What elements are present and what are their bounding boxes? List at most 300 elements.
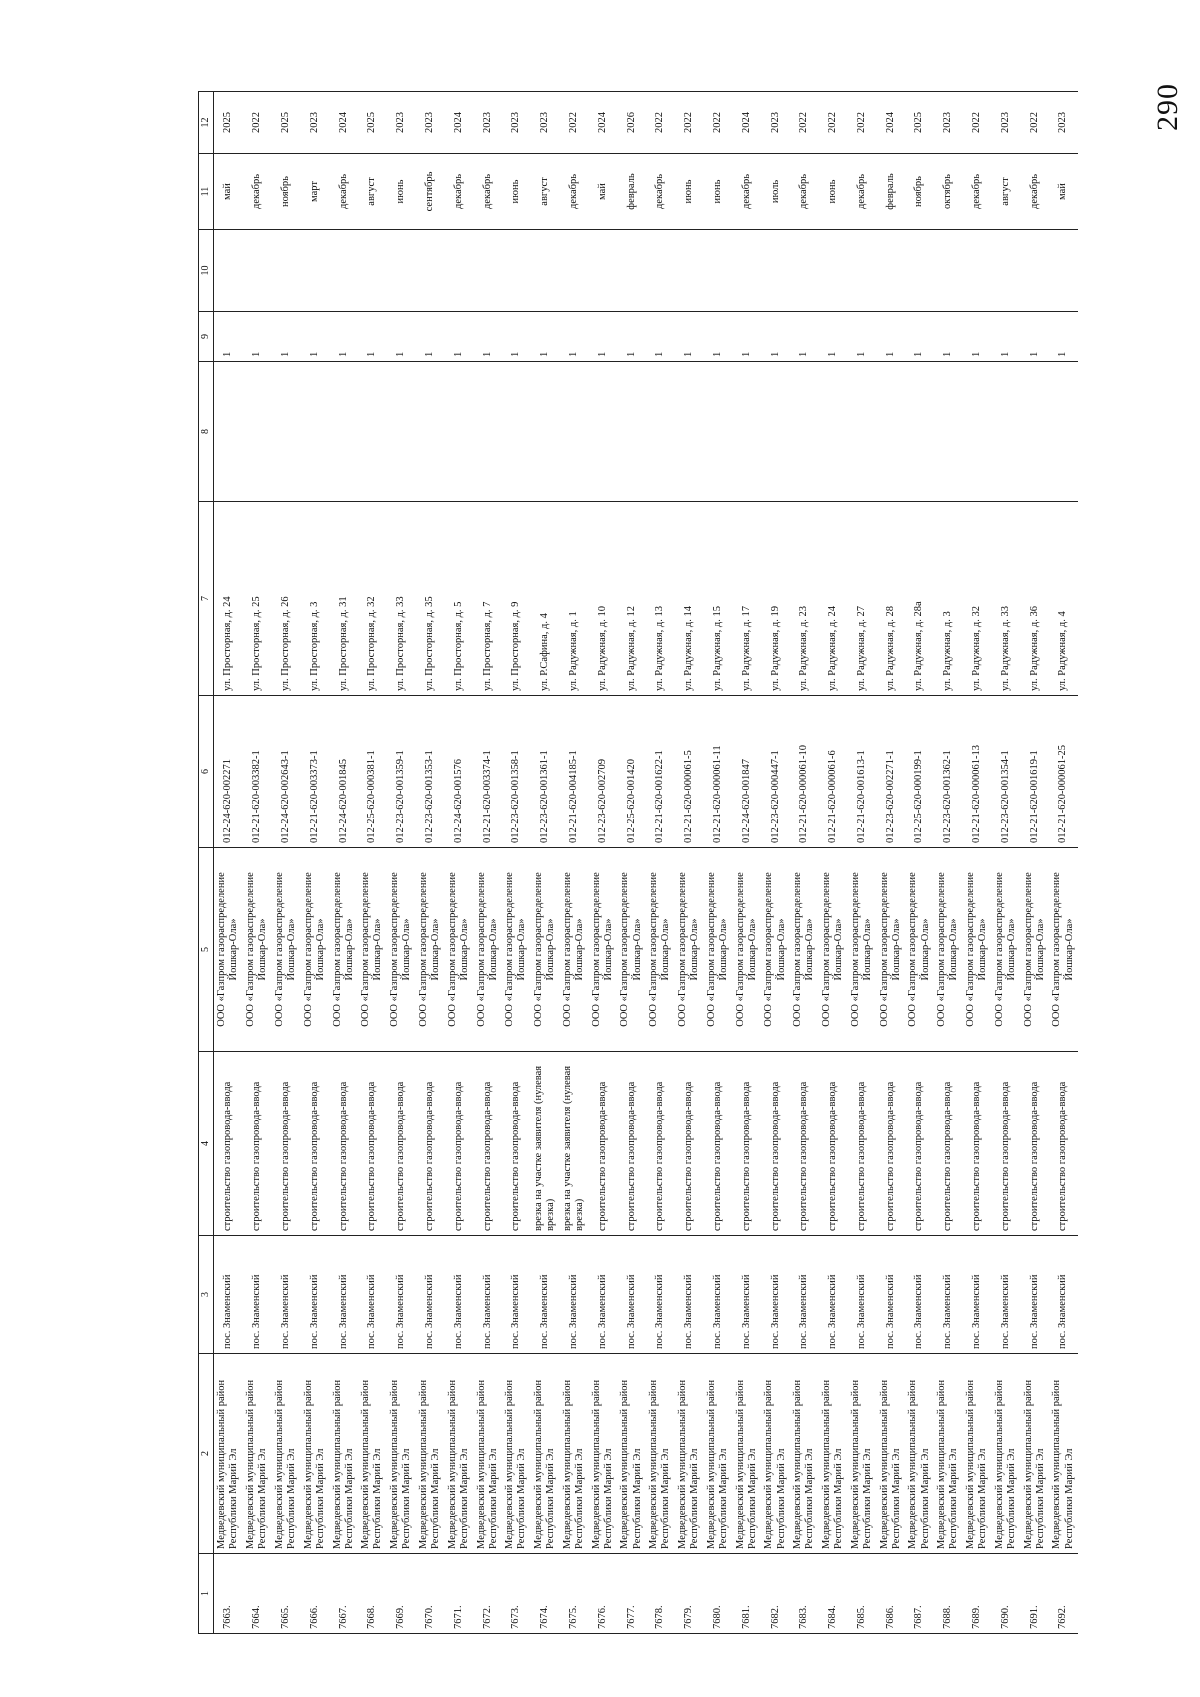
table-row — [905, 92, 934, 1634]
settlement-cell: пос. Знаменский — [588, 1236, 617, 1354]
quantity-cell: 1 — [1049, 312, 1078, 362]
year-cell: 2022 — [675, 92, 704, 154]
table-row — [387, 92, 416, 1634]
row-number: 7679. — [675, 1554, 704, 1634]
district-cell: Медведевский муниципальный район Республики Марий Эл — [963, 1354, 992, 1554]
quantity-cell: 1 — [444, 312, 473, 362]
district-cell: Медведевский муниципальный район Республики Марий Эл — [243, 1354, 272, 1554]
settlement-cell: пос. Знаменский — [416, 1236, 445, 1354]
column-10-cell — [704, 230, 733, 312]
month-cell: ноябрь — [905, 154, 934, 230]
month-cell: декабрь — [444, 154, 473, 230]
address-cell: ул. Радужная, д. 15 — [704, 502, 733, 696]
year-cell: 2023 — [387, 92, 416, 154]
year-cell: 2022 — [819, 92, 848, 154]
work-type-cell: строительство газопровода-ввода — [243, 1052, 272, 1236]
district-cell: Медведевский муниципальный район Республики Марий Эл — [905, 1354, 934, 1554]
column-8-cell — [243, 362, 272, 502]
organization-cell: ООО «Газпром газораспределение Йошкар-Ола» — [704, 848, 733, 1052]
year-cell: 2023 — [934, 92, 963, 154]
address-cell: ул. Просторная, д. 26 — [272, 502, 301, 696]
organization-cell: ООО «Газпром газораспределение Йошкар-Ола» — [444, 848, 473, 1052]
month-cell: декабрь — [243, 154, 272, 230]
application-id-cell: 012-24-620-001845 — [329, 696, 358, 848]
column-8-cell — [444, 362, 473, 502]
column-10-cell — [992, 230, 1021, 312]
column-8-cell — [531, 362, 560, 502]
year-cell: 2024 — [732, 92, 761, 154]
settlement-cell: пос. Знаменский — [502, 1236, 531, 1354]
application-id-cell: 012-21-620-001619-1 — [1020, 696, 1049, 848]
organization-cell: ООО «Газпром газораспределение Йошкар-Ола» — [214, 848, 243, 1052]
column-10-cell — [675, 230, 704, 312]
organization-cell: ООО «Газпром газораспределение Йошкар-Ола» — [675, 848, 704, 1052]
address-cell: ул. Радужная, д. 19 — [761, 502, 790, 696]
settlement-cell: пос. Знаменский — [1049, 1236, 1078, 1354]
column-8-cell — [761, 362, 790, 502]
organization-cell: ООО «Газпром газораспределение Йошкар-Ола» — [531, 848, 560, 1052]
table-row — [444, 92, 473, 1634]
quantity-cell: 1 — [646, 312, 675, 362]
settlement-cell: пос. Знаменский — [358, 1236, 387, 1354]
table-row — [675, 92, 704, 1634]
organization-cell: ООО «Газпром газораспределение Йошкар-Ола» — [790, 848, 819, 1052]
work-type-cell: строительство газопровода-ввода — [416, 1052, 445, 1236]
application-id-cell: 012-21-620-000061-5 — [675, 696, 704, 848]
column-10-cell — [790, 230, 819, 312]
application-id-cell: 012-21-620-000061-25 — [1049, 696, 1078, 848]
district-cell: Медведевский муниципальный район Республики Марий Эл — [1020, 1354, 1049, 1554]
address-cell: ул. Просторная, д. 31 — [329, 502, 358, 696]
column-header: 8 — [199, 362, 214, 502]
settlement-cell: пос. Знаменский — [214, 1236, 243, 1354]
column-10-cell — [848, 230, 877, 312]
work-type-cell: строительство газопровода-ввода — [905, 1052, 934, 1236]
table-row — [1020, 92, 1049, 1634]
address-cell: ул. Просторная, д. 9 — [502, 502, 531, 696]
row-number: 7672. — [473, 1554, 502, 1634]
year-cell: 2022 — [704, 92, 733, 154]
column-8-cell — [329, 362, 358, 502]
settlement-cell: пос. Знаменский — [617, 1236, 646, 1354]
organization-cell: ООО «Газпром газораспределение Йошкар-Ола» — [963, 848, 992, 1052]
application-id-cell: 012-23-620-001354-1 — [992, 696, 1021, 848]
settlement-cell: пос. Знаменский — [675, 1236, 704, 1354]
quantity-cell: 1 — [502, 312, 531, 362]
district-cell: Медведевский муниципальный район Республики Марий Эл — [473, 1354, 502, 1554]
work-type-cell: строительство газопровода-ввода — [1049, 1052, 1078, 1236]
column-8-cell — [992, 362, 1021, 502]
month-cell: декабрь — [732, 154, 761, 230]
column-number-header — [199, 92, 214, 1634]
application-id-cell: 012-21-620-000061-13 — [963, 696, 992, 848]
settlement-cell: пос. Знаменский — [704, 1236, 733, 1354]
table-row — [272, 92, 301, 1634]
table-row — [704, 92, 733, 1634]
address-cell: ул. Радужная, д. 14 — [675, 502, 704, 696]
address-cell: ул. Радужная, д. 4 — [1049, 502, 1078, 696]
work-type-cell: строительство газопровода-ввода — [300, 1052, 329, 1236]
application-id-cell: 012-24-620-001847 — [732, 696, 761, 848]
work-type-cell: строительство газопровода-ввода — [876, 1052, 905, 1236]
column-8-cell — [905, 362, 934, 502]
work-type-cell: строительство газопровода-ввода — [646, 1052, 675, 1236]
table-row — [761, 92, 790, 1634]
month-cell: декабрь — [329, 154, 358, 230]
month-cell: июль — [761, 154, 790, 230]
district-cell: Медведевский муниципальный район Республики Марий Эл — [848, 1354, 877, 1554]
address-cell: ул. Радужная, д. 12 — [617, 502, 646, 696]
work-type-cell: строительство газопровода-ввода — [934, 1052, 963, 1236]
work-type-cell: врезка на участке заявителя (нулевая врезка) — [531, 1052, 560, 1236]
application-id-cell: 012-21-620-001622-1 — [646, 696, 675, 848]
application-id-cell: 012-23-620-001353-1 — [416, 696, 445, 848]
column-8-cell — [588, 362, 617, 502]
column-10-cell — [243, 230, 272, 312]
work-type-cell: строительство газопровода-ввода — [761, 1052, 790, 1236]
organization-cell: ООО «Газпром газораспределение Йошкар-Ола» — [243, 848, 272, 1052]
table-row — [934, 92, 963, 1634]
settlement-cell: пос. Знаменский — [473, 1236, 502, 1354]
district-cell: Медведевский муниципальный район Республики Марий Эл — [502, 1354, 531, 1554]
settlement-cell: пос. Знаменский — [329, 1236, 358, 1354]
organization-cell: ООО «Газпром газораспределение Йошкар-Ола» — [387, 848, 416, 1052]
row-number: 7666. — [300, 1554, 329, 1634]
column-10-cell — [876, 230, 905, 312]
column-10-cell — [934, 230, 963, 312]
column-10-cell — [761, 230, 790, 312]
page-number: 290 — [1151, 83, 1184, 131]
settlement-cell: пос. Знаменский — [1020, 1236, 1049, 1354]
year-cell: 2022 — [1020, 92, 1049, 154]
address-cell: ул. Радужная, д. 28 — [876, 502, 905, 696]
settlement-cell: пос. Знаменский — [790, 1236, 819, 1354]
year-cell: 2022 — [646, 92, 675, 154]
row-number: 7680. — [704, 1554, 733, 1634]
register-table — [198, 91, 1078, 1634]
address-cell: ул. Радужная, д. 24 — [819, 502, 848, 696]
row-number: 7682. — [761, 1554, 790, 1634]
column-8-cell — [675, 362, 704, 502]
year-cell: 2023 — [300, 92, 329, 154]
year-cell: 2024 — [329, 92, 358, 154]
month-cell: март — [300, 154, 329, 230]
application-id-cell: 012-24-620-002643-1 — [272, 696, 301, 848]
row-number: 7675. — [560, 1554, 589, 1634]
address-cell: ул. Радужная, д. 33 — [992, 502, 1021, 696]
district-cell: Медведевский муниципальный район Республики Марий Эл — [876, 1354, 905, 1554]
work-type-cell: строительство газопровода-ввода — [502, 1052, 531, 1236]
district-cell: Медведевский муниципальный район Республики Марий Эл — [819, 1354, 848, 1554]
year-cell: 2022 — [243, 92, 272, 154]
column-header: 12 — [199, 92, 214, 154]
month-cell: июнь — [704, 154, 733, 230]
column-8-cell — [473, 362, 502, 502]
organization-cell: ООО «Газпром газораспределение Йошкар-Ола» — [272, 848, 301, 1052]
column-header: 10 — [199, 230, 214, 312]
row-number: 7677. — [617, 1554, 646, 1634]
work-type-cell: строительство газопровода-ввода — [675, 1052, 704, 1236]
address-cell: ул. Просторная, д. 25 — [243, 502, 272, 696]
settlement-cell: пос. Знаменский — [992, 1236, 1021, 1354]
column-10-cell — [963, 230, 992, 312]
district-cell: Медведевский муниципальный район Республики Марий Эл — [704, 1354, 733, 1554]
row-number: 7687. — [905, 1554, 934, 1634]
address-cell: ул. Просторная, д. 5 — [444, 502, 473, 696]
row-number: 7674. — [531, 1554, 560, 1634]
column-10-cell — [387, 230, 416, 312]
table-row — [992, 92, 1021, 1634]
quantity-cell: 1 — [272, 312, 301, 362]
year-cell: 2023 — [531, 92, 560, 154]
organization-cell: ООО «Газпром газораспределение Йошкар-Ола» — [732, 848, 761, 1052]
column-10-cell — [300, 230, 329, 312]
district-cell: Медведевский муниципальный район Республики Марий Эл — [1049, 1354, 1078, 1554]
quantity-cell: 1 — [819, 312, 848, 362]
month-cell: август — [358, 154, 387, 230]
row-number: 7669. — [387, 1554, 416, 1634]
row-number: 7684. — [819, 1554, 848, 1634]
row-number: 7664. — [243, 1554, 272, 1634]
column-8-cell — [358, 362, 387, 502]
quantity-cell: 1 — [560, 312, 589, 362]
work-type-cell: врезка на участке заявителя (нулевая врезка) — [560, 1052, 589, 1236]
quantity-cell: 1 — [387, 312, 416, 362]
work-type-cell: строительство газопровода-ввода — [1020, 1052, 1049, 1236]
address-cell: ул. Р.Сафина, д. 4 — [531, 502, 560, 696]
column-header: 7 — [199, 502, 214, 696]
month-cell: октябрь — [934, 154, 963, 230]
month-cell: август — [531, 154, 560, 230]
district-cell: Медведевский муниципальный район Республики Марий Эл — [992, 1354, 1021, 1554]
application-id-cell: 012-21-620-000061-6 — [819, 696, 848, 848]
organization-cell: ООО «Газпром газораспределение Йошкар-Ола» — [848, 848, 877, 1052]
address-cell: ул. Радужная, д. 32 — [963, 502, 992, 696]
address-cell: ул. Радужная, д. 1 — [560, 502, 589, 696]
month-cell: июнь — [819, 154, 848, 230]
settlement-cell: пос. Знаменский — [761, 1236, 790, 1354]
column-8-cell — [272, 362, 301, 502]
settlement-cell: пос. Знаменский — [732, 1236, 761, 1354]
district-cell: Медведевский муниципальный район Республики Марий Эл — [531, 1354, 560, 1554]
application-id-cell: 012-21-620-000061-10 — [790, 696, 819, 848]
application-id-cell: 012-21-620-003382-1 — [243, 696, 272, 848]
column-header: 11 — [199, 154, 214, 230]
row-number: 7685. — [848, 1554, 877, 1634]
year-cell: 2022 — [848, 92, 877, 154]
month-cell: декабрь — [646, 154, 675, 230]
column-10-cell — [905, 230, 934, 312]
quantity-cell: 1 — [905, 312, 934, 362]
column-header: 6 — [199, 696, 214, 848]
table-row — [848, 92, 877, 1634]
organization-cell: ООО «Газпром газораспределение Йошкар-Ола» — [300, 848, 329, 1052]
district-cell: Медведевский муниципальный район Республики Марий Эл — [560, 1354, 589, 1554]
column-10-cell — [358, 230, 387, 312]
organization-cell: ООО «Газпром газораспределение Йошкар-Ола» — [588, 848, 617, 1052]
address-cell: ул. Просторная, д. 35 — [416, 502, 445, 696]
column-10-cell — [416, 230, 445, 312]
address-cell: ул. Радужная, д. 23 — [790, 502, 819, 696]
work-type-cell: строительство газопровода-ввода — [588, 1052, 617, 1236]
district-cell: Медведевский муниципальный район Республики Марий Эл — [588, 1354, 617, 1554]
table-row — [588, 92, 617, 1634]
quantity-cell: 1 — [675, 312, 704, 362]
column-10-cell — [819, 230, 848, 312]
organization-cell: ООО «Газпром газораспределение Йошкар-Ола» — [876, 848, 905, 1052]
column-10-cell — [502, 230, 531, 312]
row-number: 7668. — [358, 1554, 387, 1634]
organization-cell: ООО «Газпром газораспределение Йошкар-Ола» — [617, 848, 646, 1052]
table-row — [329, 92, 358, 1634]
district-cell: Медведевский муниципальный район Республики Марий Эл — [790, 1354, 819, 1554]
application-id-cell: 012-25-620-000199-1 — [905, 696, 934, 848]
district-cell: Медведевский муниципальный район Республики Марий Эл — [761, 1354, 790, 1554]
row-number: 7665. — [272, 1554, 301, 1634]
column-10-cell — [1020, 230, 1049, 312]
organization-cell: ООО «Газпром газораспределение Йошкар-Ола» — [329, 848, 358, 1052]
month-cell: декабрь — [790, 154, 819, 230]
table-row — [1049, 92, 1078, 1634]
quantity-cell: 1 — [761, 312, 790, 362]
month-cell: декабрь — [560, 154, 589, 230]
application-id-cell: 012-23-620-002271-1 — [876, 696, 905, 848]
table-row — [617, 92, 646, 1634]
address-cell: ул. Радужная, д. 27 — [848, 502, 877, 696]
column-8-cell — [704, 362, 733, 502]
application-id-cell: 012-21-620-000061-11 — [704, 696, 733, 848]
address-cell: ул. Радужная, д. 3 — [934, 502, 963, 696]
quantity-cell: 1 — [963, 312, 992, 362]
application-id-cell: 012-23-620-001361-1 — [531, 696, 560, 848]
column-8-cell — [876, 362, 905, 502]
column-10-cell — [617, 230, 646, 312]
work-type-cell: строительство газопровода-ввода — [790, 1052, 819, 1236]
column-8-cell — [560, 362, 589, 502]
work-type-cell: строительство газопровода-ввода — [358, 1052, 387, 1236]
table-row — [243, 92, 272, 1634]
month-cell: февраль — [876, 154, 905, 230]
table-row — [560, 92, 589, 1634]
work-type-cell: строительство газопровода-ввода — [214, 1052, 243, 1236]
table-row — [963, 92, 992, 1634]
month-cell: август — [992, 154, 1021, 230]
row-number: 7692. — [1049, 1554, 1078, 1634]
address-cell: ул. Просторная, д. 33 — [387, 502, 416, 696]
quantity-cell: 1 — [214, 312, 243, 362]
column-8-cell — [819, 362, 848, 502]
settlement-cell: пос. Знаменский — [963, 1236, 992, 1354]
settlement-cell: пос. Знаменский — [300, 1236, 329, 1354]
table-row — [819, 92, 848, 1634]
address-cell: ул. Просторная, д. 7 — [473, 502, 502, 696]
application-id-cell: 012-21-620-001613-1 — [848, 696, 877, 848]
settlement-cell: пос. Знаменский — [819, 1236, 848, 1354]
table-row — [646, 92, 675, 1634]
quantity-cell: 1 — [732, 312, 761, 362]
column-10-cell — [560, 230, 589, 312]
application-id-cell: 012-21-620-003374-1 — [473, 696, 502, 848]
application-id-cell: 012-24-620-001576 — [444, 696, 473, 848]
organization-cell: ООО «Газпром газораспределение Йошкар-Ола» — [905, 848, 934, 1052]
organization-cell: ООО «Газпром газораспределение Йошкар-Ола» — [473, 848, 502, 1052]
organization-cell: ООО «Газпром газораспределение Йошкар-Ола» — [416, 848, 445, 1052]
row-number: 7681. — [732, 1554, 761, 1634]
quantity-cell: 1 — [588, 312, 617, 362]
quantity-cell: 1 — [790, 312, 819, 362]
column-10-cell — [1049, 230, 1078, 312]
application-id-cell: 012-21-620-003373-1 — [300, 696, 329, 848]
column-header: 4 — [199, 1052, 214, 1236]
settlement-cell: пос. Знаменский — [848, 1236, 877, 1354]
organization-cell: ООО «Газпром газораспределение Йошкар-Ола» — [761, 848, 790, 1052]
column-10-cell — [329, 230, 358, 312]
month-cell: май — [214, 154, 243, 230]
table-row — [300, 92, 329, 1634]
column-8-cell — [416, 362, 445, 502]
month-cell: июнь — [387, 154, 416, 230]
table-row — [790, 92, 819, 1634]
column-10-cell — [646, 230, 675, 312]
month-cell: июнь — [675, 154, 704, 230]
month-cell: декабрь — [963, 154, 992, 230]
quantity-cell: 1 — [992, 312, 1021, 362]
column-10-cell — [732, 230, 761, 312]
table-row — [473, 92, 502, 1634]
row-number: 7686. — [876, 1554, 905, 1634]
year-cell: 2026 — [617, 92, 646, 154]
month-cell: май — [1049, 154, 1078, 230]
address-cell: ул. Радужная, д. 13 — [646, 502, 675, 696]
column-8-cell — [732, 362, 761, 502]
work-type-cell: строительство газопровода-ввода — [732, 1052, 761, 1236]
organization-cell: ООО «Газпром газораспределение Йошкар-Ола» — [819, 848, 848, 1052]
settlement-cell: пос. Знаменский — [934, 1236, 963, 1354]
organization-cell: ООО «Газпром газораспределение Йошкар-Ола» — [992, 848, 1021, 1052]
table-row — [416, 92, 445, 1634]
application-id-cell: 012-23-620-002709 — [588, 696, 617, 848]
quantity-cell: 1 — [329, 312, 358, 362]
district-cell: Медведевский муниципальный район Республики Марий Эл — [617, 1354, 646, 1554]
settlement-cell: пос. Знаменский — [905, 1236, 934, 1354]
district-cell: Медведевский муниципальный район Республики Марий Эл — [646, 1354, 675, 1554]
table-row — [214, 92, 243, 1634]
application-id-cell: 012-21-620-004185-1 — [560, 696, 589, 848]
work-type-cell: строительство газопровода-ввода — [473, 1052, 502, 1236]
month-cell: май — [588, 154, 617, 230]
organization-cell: ООО «Газпром газораспределение Йошкар-Ола» — [560, 848, 589, 1052]
year-cell: 2023 — [416, 92, 445, 154]
quantity-cell: 1 — [704, 312, 733, 362]
district-cell: Медведевский муниципальный район Республики Марий Эл — [329, 1354, 358, 1554]
table-row — [531, 92, 560, 1634]
year-cell: 2022 — [560, 92, 589, 154]
settlement-cell: пос. Знаменский — [444, 1236, 473, 1354]
year-cell: 2023 — [473, 92, 502, 154]
row-number: 7690. — [992, 1554, 1021, 1634]
application-id-cell: 012-23-620-001359-1 — [387, 696, 416, 848]
district-cell: Медведевский муниципальный район Республики Марий Эл — [732, 1354, 761, 1554]
district-cell: Медведевский муниципальный район Республики Марий Эл — [934, 1354, 963, 1554]
month-cell: ноябрь — [272, 154, 301, 230]
quantity-cell: 1 — [934, 312, 963, 362]
work-type-cell: строительство газопровода-ввода — [848, 1052, 877, 1236]
district-cell: Медведевский муниципальный район Республики Марий Эл — [416, 1354, 445, 1554]
address-cell: ул. Просторная, д. 24 — [214, 502, 243, 696]
application-id-cell: 012-23-620-000447-1 — [761, 696, 790, 848]
organization-cell: ООО «Газпром газораспределение Йошкар-Ола» — [1020, 848, 1049, 1052]
work-type-cell: строительство газопровода-ввода — [329, 1052, 358, 1236]
